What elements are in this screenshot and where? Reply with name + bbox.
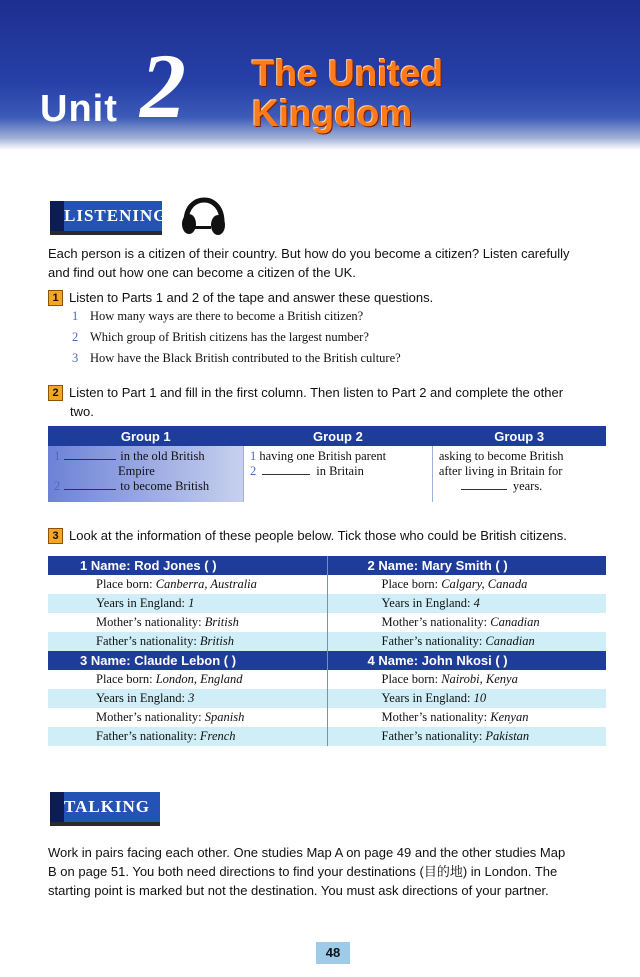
- listening-intro-line1: Each person is a citizen of their country. But how do you become a citizen? Listen carefully: [48, 246, 570, 261]
- talking-line1: Work in pairs facing each other. One studies Map A on page 49 and the other studies Map: [48, 845, 566, 860]
- person-3-father: Father’s nationality: French: [48, 727, 327, 746]
- group-2-cell[interactable]: 1 having one British parent 2 in Britain: [244, 446, 433, 502]
- talking-line2: B on page 51. You both need directions to find your destinations (目的地) in London. The: [48, 864, 558, 879]
- exercise-2-instruction: 2 Listen to Part 1 and fill in the first column. Then listen to Part 2 and complete the other: [48, 383, 563, 402]
- headphones-icon: [178, 196, 226, 236]
- person-2-born: Place born: Calgary, Canada: [327, 575, 606, 594]
- people-table: [48, 556, 606, 746]
- question-1: 1 How many ways are there to become a British citizen?: [72, 309, 364, 323]
- unit-label: Unit: [40, 88, 118, 130]
- person-4-born: Place born: Nairobi, Kenya: [327, 670, 606, 689]
- person-2-mother: Mother’s nationality: Canadian: [327, 613, 606, 632]
- person-1-mother: Mother’s nationality: British: [48, 613, 327, 632]
- group-3-header: Group 3: [432, 426, 606, 446]
- person-4-mother: Mother’s nationality: Kenyan: [327, 708, 606, 727]
- exercise-2-instruction-line2: two.: [70, 404, 94, 419]
- groups-table: [48, 426, 606, 502]
- person-4-name[interactable]: 4 Name: John Nkosi ( ): [327, 651, 606, 670]
- person-3-mother: Mother’s nationality: Spanish: [48, 708, 327, 727]
- group-1-cell[interactable]: 1 in the old British Empire 2 to become British: [48, 446, 244, 502]
- person-4-years: Years in England: 10: [327, 689, 606, 708]
- group-1-header: Group 1: [48, 426, 244, 446]
- person-3-name[interactable]: 3 Name: Claude Lebon ( ): [48, 651, 327, 670]
- person-2-father: Father’s nationality: Canadian: [327, 632, 606, 651]
- talking-tag: TALKING: [50, 792, 160, 822]
- page-number: 48: [316, 942, 350, 964]
- person-2-name[interactable]: 2 Name: Mary Smith ( ): [327, 556, 606, 575]
- unit-number: 2: [140, 35, 186, 137]
- person-3-years: Years in England: 3: [48, 689, 327, 708]
- exercise-1-badge: 1: [48, 290, 63, 306]
- talking-line3: starting point is marked but not the destination. You must ask directions of your partner.: [48, 883, 549, 898]
- exercise-3-badge: 3: [48, 528, 63, 544]
- person-1-name[interactable]: 1 Name: Rod Jones ( ): [48, 556, 327, 575]
- exercise-2-badge: 2: [48, 385, 63, 401]
- group-3-cell[interactable]: asking to become British after living in Britain for years.: [432, 446, 606, 502]
- question-3: 3 How have the Black British contributed to the British culture?: [72, 351, 401, 365]
- person-2-years: Years in England: 4: [327, 594, 606, 613]
- unit-title-line1: The United: [252, 53, 444, 94]
- listening-tag: LISTENING: [50, 201, 162, 231]
- exercise-1-instruction: 1 Listen to Parts 1 and 2 of the tape and answer these questions.: [48, 288, 433, 307]
- person-3-born: Place born: London, England: [48, 670, 327, 689]
- listening-intro-line2: and find out how one can become a citizen of the UK.: [48, 265, 356, 280]
- person-1-father: Father’s nationality: British: [48, 632, 327, 651]
- person-1-born: Place born: Canberra, Australia: [48, 575, 327, 594]
- person-4-father: Father’s nationality: Pakistan: [327, 727, 606, 746]
- person-1-years: Years in England: 1: [48, 594, 327, 613]
- question-2: 2 Which group of British citizens has the largest number?: [72, 330, 369, 344]
- unit-title-line2: Kingdom: [252, 93, 413, 134]
- group-2-header: Group 2: [244, 426, 433, 446]
- exercise-3-instruction: 3 Look at the information of these people below. Tick those who could be British citizens.: [48, 526, 567, 545]
